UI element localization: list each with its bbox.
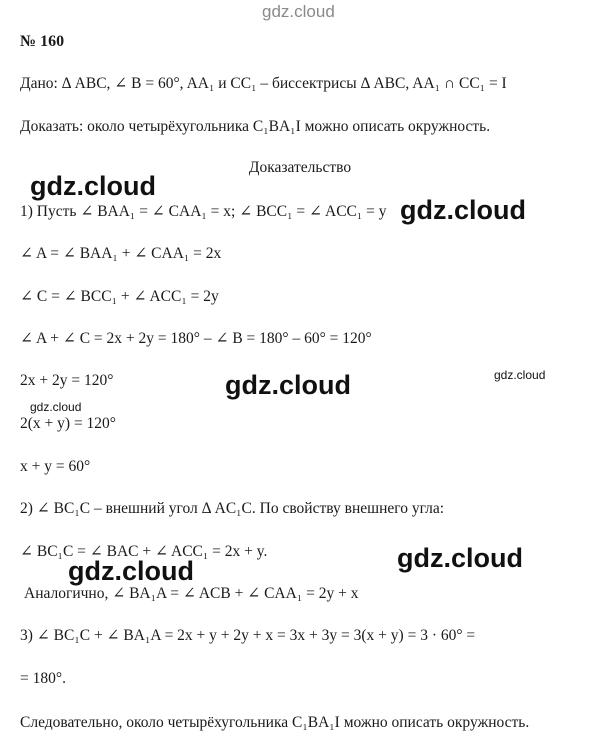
proof-line-8: 2) ∠ BC₁C – внешний угол Δ AC₁C. По свойству внешнего угла: [20,500,445,517]
proof-line-3: ∠ C = ∠ BCC₁ + ∠ ACC₁ = 2y [20,288,219,305]
proof-line-11: 3) ∠ BC₁C + ∠ BA₁A = 2x + y + 2y + x = 3x + 3y = 3(x + y) = 3 · 60° = [20,627,476,644]
watermark: gdz.cloud [397,543,523,573]
prove-text: Доказать: около четырёхугольника C₁BA₁I можно описать окружность. [20,118,491,135]
proof-line-2: ∠ A = ∠ BAA₁ + ∠ CAA₁ = 2x [20,245,222,262]
proof-line-7: x + y = 60° [20,458,91,475]
watermark: gdz.cloud [68,556,194,586]
proof-title: Доказательство [248,159,352,176]
proof-line-1: 1) Пусть ∠ BAA₁ = ∠ CAA₁ = x; ∠ BCC₁ = ∠ ACC₁ = y [20,203,387,220]
proof-line-12: = 180°. [20,670,66,687]
watermark-small: gdz.cloud [30,400,82,414]
given-text: Дано: Δ ABC, ∠ B = 60°, AA₁ и CC₁ – биссектрисы Δ ABC, AA₁ ∩ CC₁ = I [20,75,507,92]
watermark: gdz.cloud [30,171,156,201]
watermark: gdz.cloud [225,370,351,400]
proof-line-10: Аналогично, ∠ BA₁A = ∠ ACB + ∠ CAA₁ = 2y + x [24,585,359,602]
watermark-top: gdz.cloud [262,2,335,21]
proof-line-6: 2(x + y) = 120° [20,415,117,432]
watermark: gdz.cloud [400,195,526,225]
proof-line-9: ∠ BC₁C = ∠ BAC + ∠ ACC₁ = 2x + y. [20,543,268,560]
proof-line-4: ∠ A + ∠ C = 2x + 2y = 180° – ∠ B = 180° – 60° = 120° [20,330,372,347]
conclusion-text: Следовательно, около четырёхугольника C₁BA₁I можно описать окружность. [20,714,530,731]
watermark-small: gdz.cloud [494,368,546,382]
proof-line-5: 2x + 2y = 120° [20,372,114,389]
task-number: № 160 [20,33,65,50]
